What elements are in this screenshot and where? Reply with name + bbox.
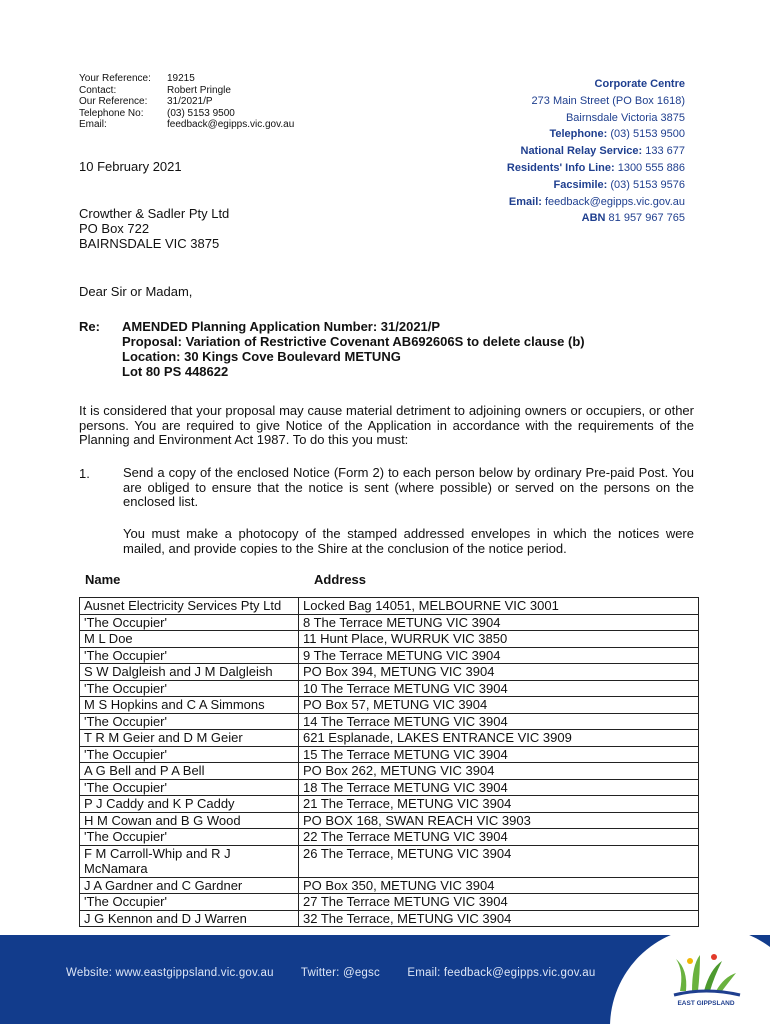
recipient-name-cell: J G Kennon and D J Warren xyxy=(80,910,299,927)
reference-block xyxy=(79,73,294,131)
subject-line: Proposal: Variation of Restrictive Covenant AB692606S to delete clause (b) xyxy=(122,334,585,349)
recipient-name-cell: 'The Occupier' xyxy=(80,779,299,796)
subject-line: AMENDED Planning Application Number: 31/2021/P xyxy=(122,319,441,334)
table-row xyxy=(80,598,699,615)
logo-plant-icon xyxy=(670,951,742,999)
item-number: 1. xyxy=(79,466,90,481)
table-row xyxy=(80,680,699,697)
ref-row xyxy=(79,119,294,131)
ref-value: 31/2021/P xyxy=(167,96,213,107)
recipient-address-cell: Locked Bag 14051, MELBOURNE VIC 3001 xyxy=(299,598,699,615)
corporate-title: Corporate Centre xyxy=(594,78,685,90)
salutation: Dear Sir or Madam, xyxy=(79,284,193,299)
name-column-header: Name xyxy=(85,572,121,587)
body-paragraph: It is considered that your proposal may cause material detriment to adjoining owners or occupiers, or other persons. You are required to give Notice of the Application in accordance with the requirements of the Planning and Environment Act 1987. To do this you must: xyxy=(79,403,694,447)
relay-label: National Relay Service: xyxy=(520,145,643,158)
email-label: Email: xyxy=(508,195,542,208)
table-row xyxy=(80,796,699,813)
corporate-abn xyxy=(507,210,685,227)
relay-value: 133 677 xyxy=(645,145,685,158)
table-row xyxy=(80,746,699,763)
table-row xyxy=(80,812,699,829)
recipient-line: PO Box 722 xyxy=(79,221,150,236)
recipient-name-cell: F M Carroll-Whip and R J McNamara xyxy=(80,845,299,877)
footer-bar xyxy=(0,935,770,1024)
recipient-address-cell: 621 Esplanade, LAKES ENTRANCE VIC 3909 xyxy=(299,730,699,747)
corporate-street: 273 Main Street (PO Box 1618) xyxy=(531,94,685,107)
table-row xyxy=(80,894,699,911)
table-row xyxy=(80,697,699,714)
corporate-phone xyxy=(507,126,685,143)
recipient-name-cell: M S Hopkins and C A Simmons xyxy=(80,697,299,714)
abn-label: ABN xyxy=(581,212,606,225)
recipient-address-cell: PO BOX 168, SWAN REACH VIC 3903 xyxy=(299,812,699,829)
item-text: Send a copy of the enclosed Notice (Form 2) to each person below by ordinary Pre-paid Post. You are obliged to ensure that the notice is sent (where possible) or served on the persons on the enclosed list. xyxy=(123,465,694,509)
ref-value: 19215 xyxy=(167,73,195,84)
recipient-name-cell: M L Doe xyxy=(80,631,299,648)
recipient-name-cell: 'The Occupier' xyxy=(80,647,299,664)
recipients-table-body xyxy=(80,598,699,927)
item-text-2: You must make a photocopy of the stamped addressed envelopes in which the notices were mailed, and provide copies to the Shire at the conclusion of the notice period. xyxy=(123,526,694,556)
corporate-fax xyxy=(507,177,685,194)
recipient-address-cell: 9 The Terrace METUNG VIC 3904 xyxy=(299,647,699,664)
re-label: Re: xyxy=(79,319,100,334)
table-row xyxy=(80,614,699,631)
phone-value: (03) 5153 9500 xyxy=(610,128,685,141)
recipient-name-cell: 'The Occupier' xyxy=(80,829,299,846)
recipient-name-cell: J A Gardner and C Gardner xyxy=(80,877,299,894)
recipient-line: BAIRNSDALE VIC 3875 xyxy=(79,236,220,251)
fax-label: Facsimile: xyxy=(553,178,608,191)
footer-website[interactable]: Website: www.eastgippsland.vic.gov.au xyxy=(66,967,274,979)
recipient-address-cell: PO Box 262, METUNG VIC 3904 xyxy=(299,763,699,780)
corporate-centre-block xyxy=(507,76,685,227)
letter-date: 10 February 2021 xyxy=(79,159,182,174)
recipient-address-cell: 8 The Terrace METUNG VIC 3904 xyxy=(299,614,699,631)
recipient-name-cell: S W Dalgleish and J M Dalgleish xyxy=(80,664,299,681)
ref-value: (03) 5153 9500 xyxy=(167,107,235,119)
table-row xyxy=(80,647,699,664)
ref-row xyxy=(79,85,294,97)
subject-line: Location: 30 Kings Cove Boulevard METUNG xyxy=(122,349,401,364)
recipient-name-cell: 'The Occupier' xyxy=(80,614,299,631)
recipient-address-cell: PO Box 350, METUNG VIC 3904 xyxy=(299,877,699,894)
recipient-name-cell: 'The Occupier' xyxy=(80,680,299,697)
table-row xyxy=(80,713,699,730)
recipient-address-cell: 11 Hunt Place, WURRUK VIC 3850 xyxy=(299,631,699,648)
ref-row xyxy=(79,73,294,85)
address-column-header: Address xyxy=(314,572,367,587)
recipient-address-cell: 26 The Terrace, METUNG VIC 3904 xyxy=(299,845,699,877)
corporate-email xyxy=(507,194,685,211)
recipient-name-cell: T R M Geier and D M Geier xyxy=(80,730,299,747)
table-row xyxy=(80,730,699,747)
recipient-line: Crowther & Sadler Pty Ltd xyxy=(79,206,230,221)
footer-email[interactable]: Email: feedback@egipps.vic.gov.au xyxy=(407,967,596,979)
subject-block xyxy=(122,319,585,379)
recipient-name-cell: Ausnet Electricity Services Pty Ltd xyxy=(80,598,299,615)
ref-label: Email: xyxy=(79,119,107,130)
ref-label: Your Reference: xyxy=(79,73,151,84)
table-row xyxy=(80,631,699,648)
recipient-address-cell: 14 The Terrace METUNG VIC 3904 xyxy=(299,713,699,730)
corporate-town: Bairnsdale Victoria 3875 xyxy=(565,111,685,124)
abn-value: 81 957 967 765 xyxy=(608,212,685,225)
table-row xyxy=(80,829,699,846)
recipients-table xyxy=(79,597,699,927)
ref-label: Our Reference: xyxy=(79,96,148,107)
ref-value: Robert Pringle xyxy=(167,84,231,96)
recipient-name-cell: 'The Occupier' xyxy=(80,894,299,911)
ref-row xyxy=(79,96,294,108)
residents-label: Residents' Info Line: xyxy=(506,161,615,174)
recipient-address-cell: 22 The Terrace METUNG VIC 3904 xyxy=(299,829,699,846)
footer-twitter[interactable]: Twitter: @egsc xyxy=(300,967,380,979)
email-value: feedback@egipps.vic.gov.au xyxy=(545,195,685,208)
footer-contacts xyxy=(66,967,619,979)
corporate-relay xyxy=(507,143,685,160)
east-gippsland-logo xyxy=(610,935,770,1024)
corporate-residents xyxy=(507,160,685,177)
table-row xyxy=(80,845,699,877)
logo-text: EAST GIPPSLAND xyxy=(677,1000,735,1007)
recipient-address-cell: 21 The Terrace, METUNG VIC 3904 xyxy=(299,796,699,813)
table-row xyxy=(80,877,699,894)
recipient-address-cell: 32 The Terrace, METUNG VIC 3904 xyxy=(299,910,699,927)
ref-value: feedback@egipps.vic.gov.au xyxy=(167,119,295,130)
recipient-address-cell: 15 The Terrace METUNG VIC 3904 xyxy=(299,746,699,763)
ref-label: Contact: xyxy=(79,84,117,96)
subject-line: Lot 80 PS 448622 xyxy=(122,364,229,379)
recipient-address-cell: 18 The Terrace METUNG VIC 3904 xyxy=(299,779,699,796)
recipient-address-cell: PO Box 394, METUNG VIC 3904 xyxy=(299,664,699,681)
recipient-address-cell: 27 The Terrace METUNG VIC 3904 xyxy=(299,894,699,911)
table-row xyxy=(80,779,699,796)
ref-row xyxy=(79,108,294,120)
recipient-name-cell: 'The Occupier' xyxy=(80,746,299,763)
recipient-address xyxy=(79,206,229,251)
residents-value: 1300 555 886 xyxy=(617,161,685,174)
recipient-name-cell: A G Bell and P A Bell xyxy=(80,763,299,780)
phone-label: Telephone: xyxy=(549,128,608,141)
fax-value: (03) 5153 9576 xyxy=(610,178,685,191)
recipient-name-cell: 'The Occupier' xyxy=(80,713,299,730)
recipient-address-cell: PO Box 57, METUNG VIC 3904 xyxy=(299,697,699,714)
table-row xyxy=(80,910,699,927)
table-row xyxy=(80,664,699,681)
recipient-name-cell: H M Cowan and B G Wood xyxy=(80,812,299,829)
recipient-name-cell: P J Caddy and K P Caddy xyxy=(80,796,299,813)
table-row xyxy=(80,763,699,780)
recipient-address-cell: 10 The Terrace METUNG VIC 3904 xyxy=(299,680,699,697)
ref-label: Telephone No: xyxy=(79,107,144,119)
